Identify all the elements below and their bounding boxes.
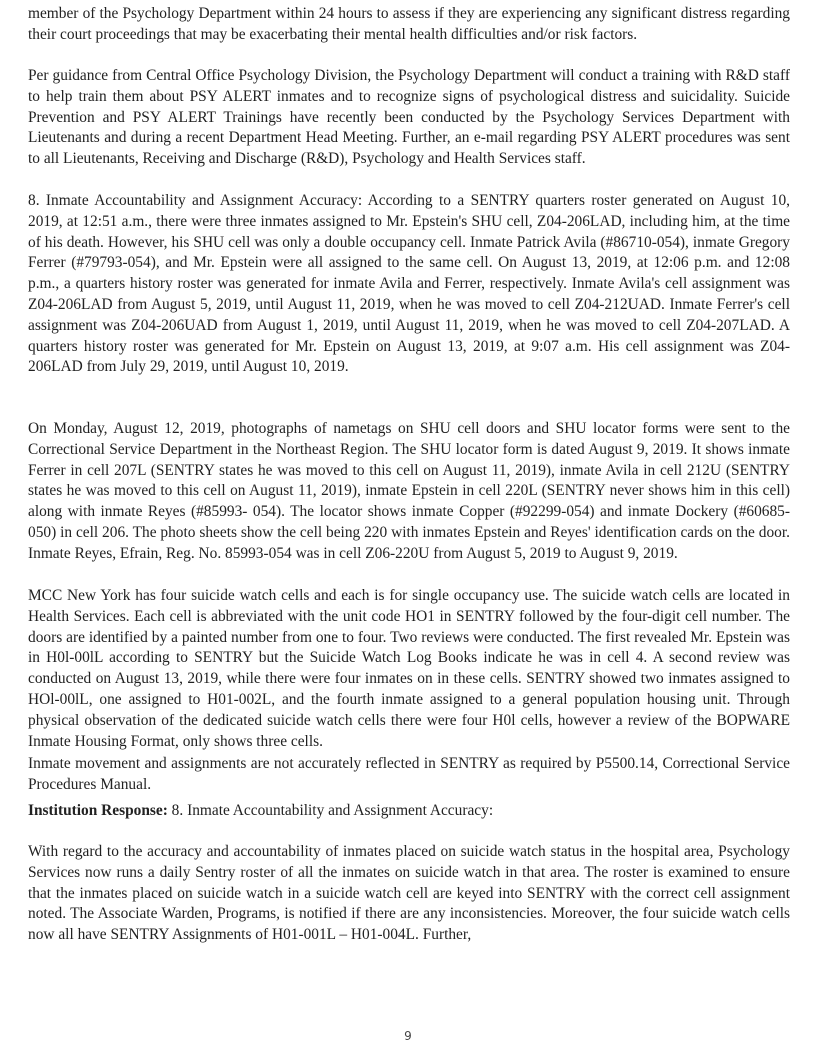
paragraph-suicide-watch-cells: MCC New York has four suicide watch cells and each is for single occupancy use. The suicide watch cells are located in Health Services. Each cell is abbreviated with the unit code HO1 in SENTRY followed by the four-digit cell number. The doors are identified by a painted number from one to four. Two reviews were conducted. The first revealed Mr. Epstein was in H0l-00lL according to SENTRY but the Suicide Watch Log Books indicate he was in cell 4. A second review was conducted on August 13, 2019, while there were four inmates on in these cells. SENTRY showed two inmates assigned to HOl-00lL, one assigned to H01-002L, and the fourth inmate assigned to a general population housing unit. Through physical observation of the dedicated suicide watch cells there were four H0l cells, however a review of the BOPWARE Inmate Housing Format, only shows three cells.	[28, 587, 790, 750]
page-number: 9	[404, 1029, 412, 1043]
paragraph-sentry-finding: Inmate movement and assignments are not accurately reflected in SENTRY as required by P5500.14, Correctional Service Procedures Manual.	[28, 755, 790, 793]
institution-response-label: Institution Response:	[28, 802, 168, 819]
institution-response-text: 8. Inmate Accountability and Assignment Accuracy:	[167, 802, 494, 819]
paragraph-institution-response: With regard to the accuracy and accountability of inmates placed on suicide watch status in the hospital area, Psychology Services now runs a daily Sentry roster of all the inmates on suicide watch in that area. The roster is examined to ensure that the inmates placed on suicide watch in a suicide watch cell are keyed into SENTRY with the correct cell assignment noted. The Associate Warden, Programs, is notified if there are any inconsistencies. Moreover, the four suicide watch cells now all have SENTRY Assignments of H01-001L – H01-004L. Further,	[28, 843, 790, 944]
paragraph-inmate-accountability: 8. Inmate Accountability and Assignment Accuracy: According to a SENTRY quarters roster generated on August 10, 2019, at 12:51 a.m., there were three inmates assigned to Mr. Epstein's SHU cell, Z04-206LAD, including him, at the time of his death. However, his SHU cell was only a double occupancy cell. Inmate Patrick Avila (#86710-054), inmate Gregory Ferrer (#79793-054), and Mr. Epstein were all assigned to the same cell. On August 13, 2019, at 12:06 p.m. and 12:08 p.m., a quarters history roster was generated for inmate Avila and Ferrer, respectively. Inmate Avila's cell assignment was Z04-206LAD from August 5, 2019, until August 11, 2019, when he was moved to cell Z04-212UAD. Inmate Ferrer's cell assignment was Z04-206UAD from August 1, 2019, until August 11, 2019, when he was moved to cell Z04-207LAD. A quarters history roster was generated for Mr. Epstein on August 13, 2019, at 9:07 a.m. His cell assignment was Z04-206LAD from July 29, 2019, until August 10, 2019.	[28, 192, 790, 376]
paragraph-psy-alert-training: Per guidance from Central Office Psychology Division, the Psychology Department will conduct a training with R&D staff to help train them about PSY ALERT inmates and to recognize signs of psychological distress and suicidality. Suicide Prevention and PSY ALERT Trainings have recently been conducted by the Psychology Services Department with Lieutenants and during a recent Department Head Meeting. Further, an e-mail regarding PSY ALERT procedures was sent to all Lieutenants, Receiving and Discharge (R&D), Psychology and Health Services staff.	[28, 67, 790, 168]
institution-response-heading	[28, 801, 790, 822]
paragraph-psychology-assessment: member of the Psychology Department within 24 hours to assess if they are experiencing any significant distress regarding their court proceedings that may be exacerbating their mental health difficulties and/or risk factors.	[28, 5, 790, 43]
paragraph-shu-locator: On Monday, August 12, 2019, photographs of nametags on SHU cell doors and SHU locator forms were sent to the Correctional Service Department in the Northeast Region. The SHU locator form is dated August 9, 2019. It shows inmate Ferrer in cell 207L (SENTRY states he was moved to this cell on August 11, 2019), inmate Avila in cell 212U (SENTRY states he was moved to this cell on August 11, 2019), inmate Epstein in cell 220L (SENTRY never shows him in this cell) along with inmate Reyes (#85993- 054). The locator shows inmate Copper (#92299-054) and inmate Dockery (#60685-050) in cell 206. The photo sheets show the cell being 220 with inmates Epstein and Reyes' identification cards on the door. Inmate Reyes, Efrain, Reg. No. 85993-054 was in cell Z06-220U from August 5, 2019 to August 9, 2019.	[28, 420, 790, 562]
